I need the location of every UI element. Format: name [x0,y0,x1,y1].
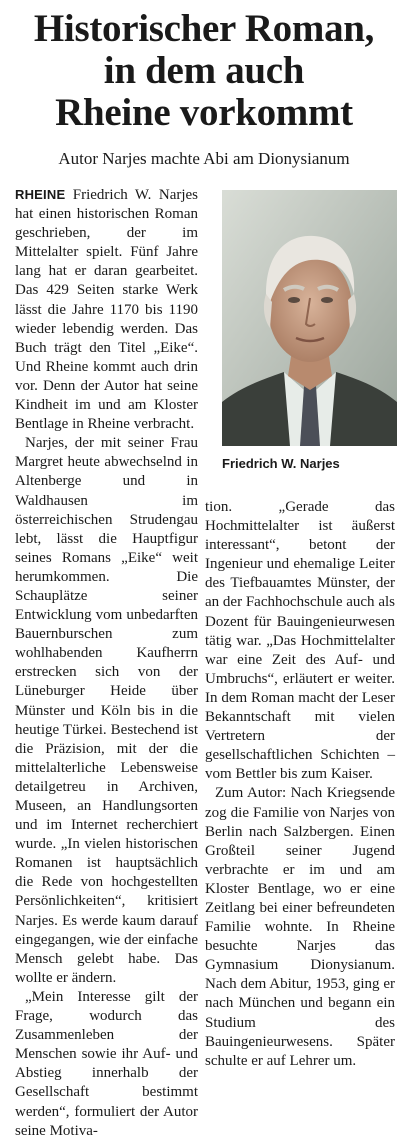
dateline: RHEINE [15,187,66,202]
headline [0,8,408,134]
paragraph-text: Friedrich W. Narjes hat einen historischen Roman geschrieben, der im Mittelalter spielt. Fünf Jahre lang hat er daran gearbeitet. Das 429 Seiten starke Werk lässt die Jahre 1170 bis 1190 wieder lebendig werden. Das Buch trägt den Titel „Eike“. Und Rheine kommt auch drin vor. Denn der Autor hat seine Kindheit im und am Kloster Bentlage in Rheine verbracht. [15,187,199,433]
article-paragraph: „Mein Interesse gilt der Frage, wodurch das Zusammenleben der Menschen sowie ihr Auf- und Abstieg innerhalb der Gesellschaft bestimmt werden“, formuliert der Autor seine Motiva- [15,988,198,1139]
photo-caption: Friedrich W. Narjes [222,456,340,471]
headline-line-1: Historischer Roman, [33,7,375,50]
article-paragraph [15,185,198,434]
article-paragraph: Narjes, der mit seiner Frau Margret heute abwechselnd in Altenberge und in Waldhausen im österreichischen Strudengau lebt, lässt die Hauptfigur seines Romans „Eike“ weit herumkommen. Die Schauplätze seiner Entwicklung vom unbedarften Bauernburschen zum wohlhabenden Kaufherrn erstrecken sich von der Lüneburger Heide über Münster und Köln bis in die heutige Türkei. Bestechend ist die Präzision, mit der die mittelalterliche Lebensweise detailgetreu in Archiven, Museen, an Handlungsorten und im Internet recherchiert wurde. „In vielen historischen Romanen ist hauptsächlich die Rede von hochgestellten Persönlichkeiten“, kritisiert Narjes. Es werde kaum darauf eingegangen, wie der einfache Mensch gelebt habe. Das wollte er ändern. [15,435,198,986]
article-paragraph: tion. „Gerade das Hochmittelalter ist äußerst interessant“, betont der Ingenieur und ehemalige Leiter des Tiefbauamtes Münster, der an der Fachhochschule auch als Dozent für Bauingenieurwesen tätig war. „Das Hochmittelalter war eine Zeit des Auf- und Umbruchs“, erläutert er weiter. In dem Roman macht der Leser Bekanntschaft mit vielen Vertretern der gesellschaftlichen Schichten – vom Bettler bis zum Kaiser. [205,499,395,783]
article-paragraph: Zum Autor: Nach Kriegsende zog die Familie von Narjes von Berlin nach Salzbergen. Einen Großteil seiner Jugend verbrachte er im und am Kloster Bentlage, wo er eine Zeitlang bei einer befreundeten Familie wohnte. In Rheine besuchte Narjes das Gymnasium Dionysianum. Nach dem Abitur, 1953, ging er nach München und begann ein Studium des Bauingenieurwesens. Später schulte er auf Lehrer um. [205,785,395,1069]
headline-line-2: in dem auch [103,49,305,92]
subheadline: Autor Narjes machte Abi am Dionysianum [58,149,350,168]
headline-line-3: Rheine vorkommt [55,91,353,134]
article-column-left [15,185,199,1139]
author-photo [222,190,397,446]
article-column-right [205,498,395,1069]
